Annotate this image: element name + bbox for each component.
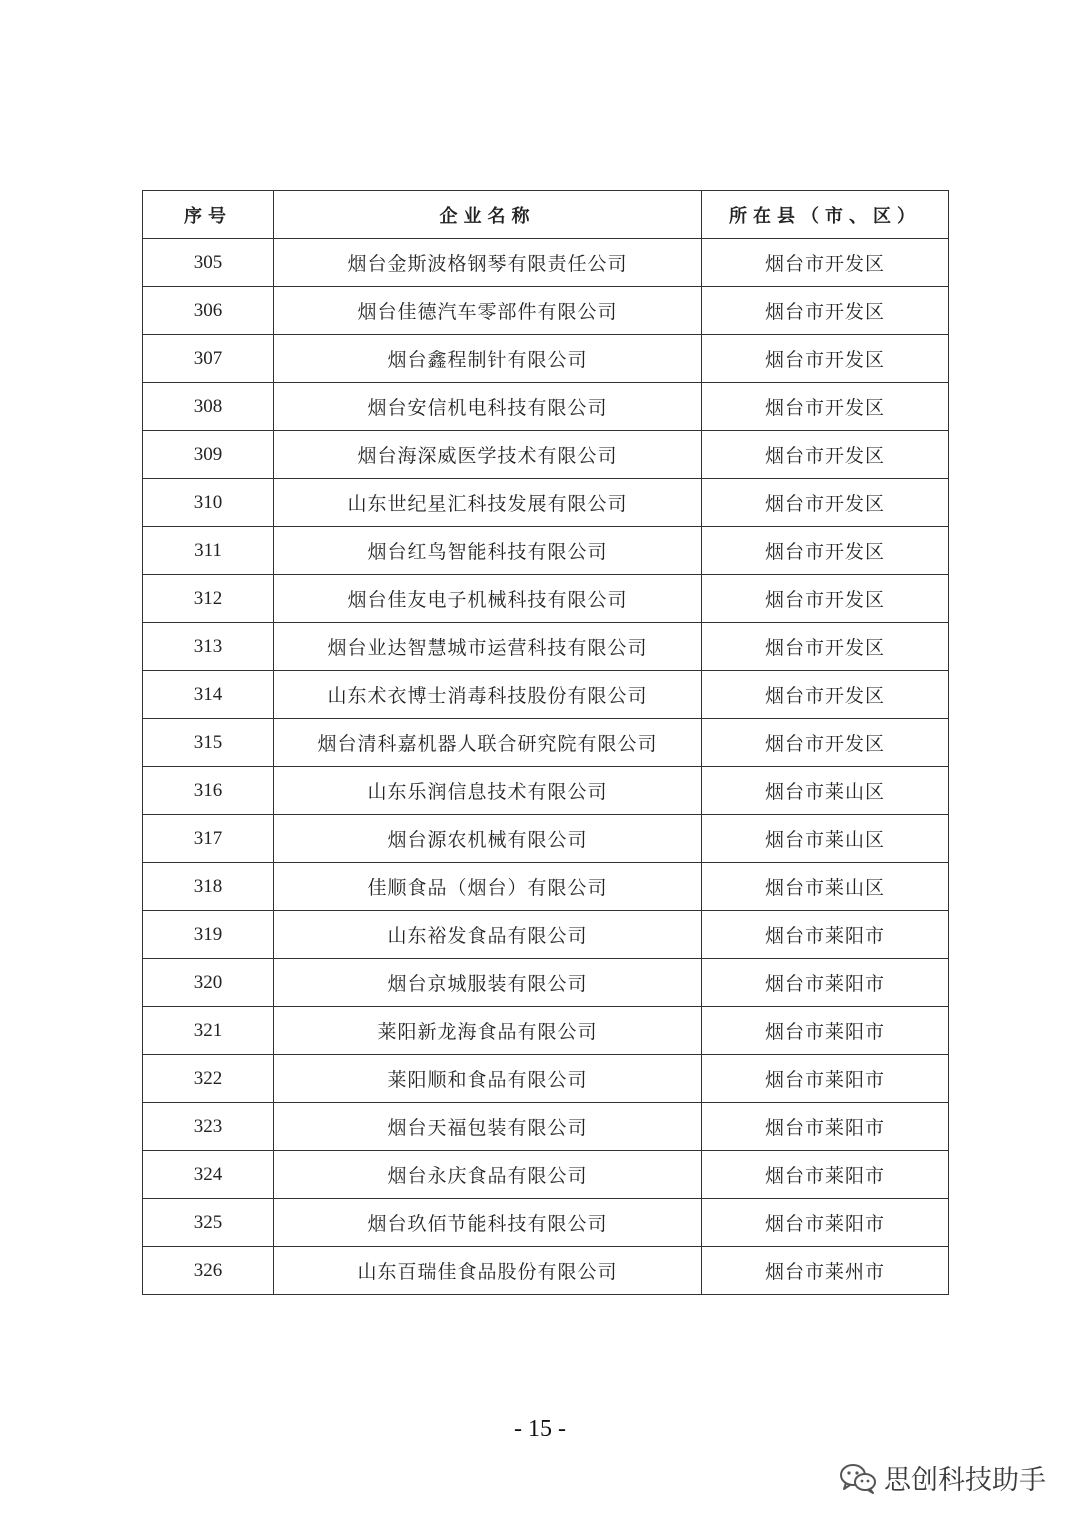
table-row <box>143 239 949 287</box>
cell-seq: 307 <box>143 335 274 383</box>
cell-seq: 313 <box>143 623 274 671</box>
cell-location: 烟台市开发区 <box>702 623 949 671</box>
cell-company: 莱阳顺和食品有限公司 <box>274 1055 702 1103</box>
cell-seq: 319 <box>143 911 274 959</box>
table-row <box>143 1199 949 1247</box>
cell-seq: 315 <box>143 719 274 767</box>
table-row <box>143 335 949 383</box>
watermark <box>838 1458 1046 1497</box>
table-row <box>143 1007 949 1055</box>
cell-seq: 323 <box>143 1103 274 1151</box>
cell-company: 山东世纪星汇科技发展有限公司 <box>274 479 702 527</box>
cell-location: 烟台市开发区 <box>702 287 949 335</box>
cell-location: 烟台市莱阳市 <box>702 1199 949 1247</box>
table-row <box>143 767 949 815</box>
header-company: 企业名称 <box>274 191 702 239</box>
cell-location: 烟台市莱阳市 <box>702 959 949 1007</box>
table-row <box>143 1103 949 1151</box>
cell-seq: 308 <box>143 383 274 431</box>
table-row <box>143 671 949 719</box>
cell-company: 烟台金斯波格钢琴有限责任公司 <box>274 239 702 287</box>
cell-location: 烟台市开发区 <box>702 383 949 431</box>
cell-company: 烟台京城服装有限公司 <box>274 959 702 1007</box>
cell-company: 烟台业达智慧城市运营科技有限公司 <box>274 623 702 671</box>
table-row <box>143 719 949 767</box>
cell-company: 山东百瑞佳食品股份有限公司 <box>274 1247 702 1295</box>
cell-seq: 322 <box>143 1055 274 1103</box>
table-header-row <box>143 191 949 239</box>
cell-seq: 314 <box>143 671 274 719</box>
cell-location: 烟台市开发区 <box>702 719 949 767</box>
cell-location: 烟台市莱阳市 <box>702 911 949 959</box>
cell-seq: 310 <box>143 479 274 527</box>
cell-company: 烟台源农机械有限公司 <box>274 815 702 863</box>
wechat-icon <box>838 1462 878 1494</box>
cell-company: 山东乐润信息技术有限公司 <box>274 767 702 815</box>
cell-seq: 316 <box>143 767 274 815</box>
cell-location: 烟台市莱山区 <box>702 767 949 815</box>
cell-company: 烟台红鸟智能科技有限公司 <box>274 527 702 575</box>
cell-company: 烟台佳德汽车零部件有限公司 <box>274 287 702 335</box>
table-row <box>143 959 949 1007</box>
cell-company: 山东裕发食品有限公司 <box>274 911 702 959</box>
cell-location: 烟台市开发区 <box>702 335 949 383</box>
cell-seq: 318 <box>143 863 274 911</box>
cell-seq: 324 <box>143 1151 274 1199</box>
cell-company: 山东术衣博士消毒科技股份有限公司 <box>274 671 702 719</box>
cell-seq: 317 <box>143 815 274 863</box>
cell-company: 烟台清科嘉机器人联合研究院有限公司 <box>274 719 702 767</box>
cell-company: 佳顺食品（烟台）有限公司 <box>274 863 702 911</box>
table-row <box>143 527 949 575</box>
cell-location: 烟台市莱阳市 <box>702 1007 949 1055</box>
cell-seq: 305 <box>143 239 274 287</box>
cell-seq: 312 <box>143 575 274 623</box>
cell-location: 烟台市莱山区 <box>702 815 949 863</box>
cell-location: 烟台市开发区 <box>702 527 949 575</box>
cell-location: 烟台市开发区 <box>702 671 949 719</box>
header-location: 所在县（市、区） <box>702 191 949 239</box>
table-row <box>143 431 949 479</box>
cell-company: 烟台安信机电科技有限公司 <box>274 383 702 431</box>
header-seq: 序号 <box>143 191 274 239</box>
cell-seq: 320 <box>143 959 274 1007</box>
cell-seq: 311 <box>143 527 274 575</box>
cell-location: 烟台市莱阳市 <box>702 1151 949 1199</box>
table-body <box>143 239 949 1295</box>
cell-seq: 306 <box>143 287 274 335</box>
watermark-text: 思创科技助手 <box>884 1465 1046 1496</box>
cell-company: 烟台佳友电子机械科技有限公司 <box>274 575 702 623</box>
cell-location: 烟台市开发区 <box>702 479 949 527</box>
table-row <box>143 623 949 671</box>
cell-location: 烟台市开发区 <box>702 239 949 287</box>
cell-company: 烟台海深威医学技术有限公司 <box>274 431 702 479</box>
table-row <box>143 863 949 911</box>
table-row <box>143 815 949 863</box>
cell-company: 烟台永庆食品有限公司 <box>274 1151 702 1199</box>
cell-location: 烟台市开发区 <box>702 431 949 479</box>
enterprise-table <box>142 190 949 1295</box>
cell-company: 烟台玖佰节能科技有限公司 <box>274 1199 702 1247</box>
cell-company: 烟台天福包装有限公司 <box>274 1103 702 1151</box>
cell-location: 烟台市莱州市 <box>702 1247 949 1295</box>
table-row <box>143 1247 949 1295</box>
table-row <box>143 911 949 959</box>
page-number: - 15 - <box>514 1416 566 1442</box>
cell-location: 烟台市开发区 <box>702 575 949 623</box>
cell-seq: 325 <box>143 1199 274 1247</box>
table-row <box>143 1055 949 1103</box>
cell-location: 烟台市莱阳市 <box>702 1055 949 1103</box>
cell-company: 烟台鑫程制针有限公司 <box>274 335 702 383</box>
cell-location: 烟台市莱山区 <box>702 863 949 911</box>
table-row <box>143 1151 949 1199</box>
table-row <box>143 383 949 431</box>
cell-seq: 321 <box>143 1007 274 1055</box>
cell-company: 莱阳新龙海食品有限公司 <box>274 1007 702 1055</box>
table-row <box>143 287 949 335</box>
cell-location: 烟台市莱阳市 <box>702 1103 949 1151</box>
cell-seq: 309 <box>143 431 274 479</box>
table-row <box>143 575 949 623</box>
table-row <box>143 479 949 527</box>
cell-seq: 326 <box>143 1247 274 1295</box>
